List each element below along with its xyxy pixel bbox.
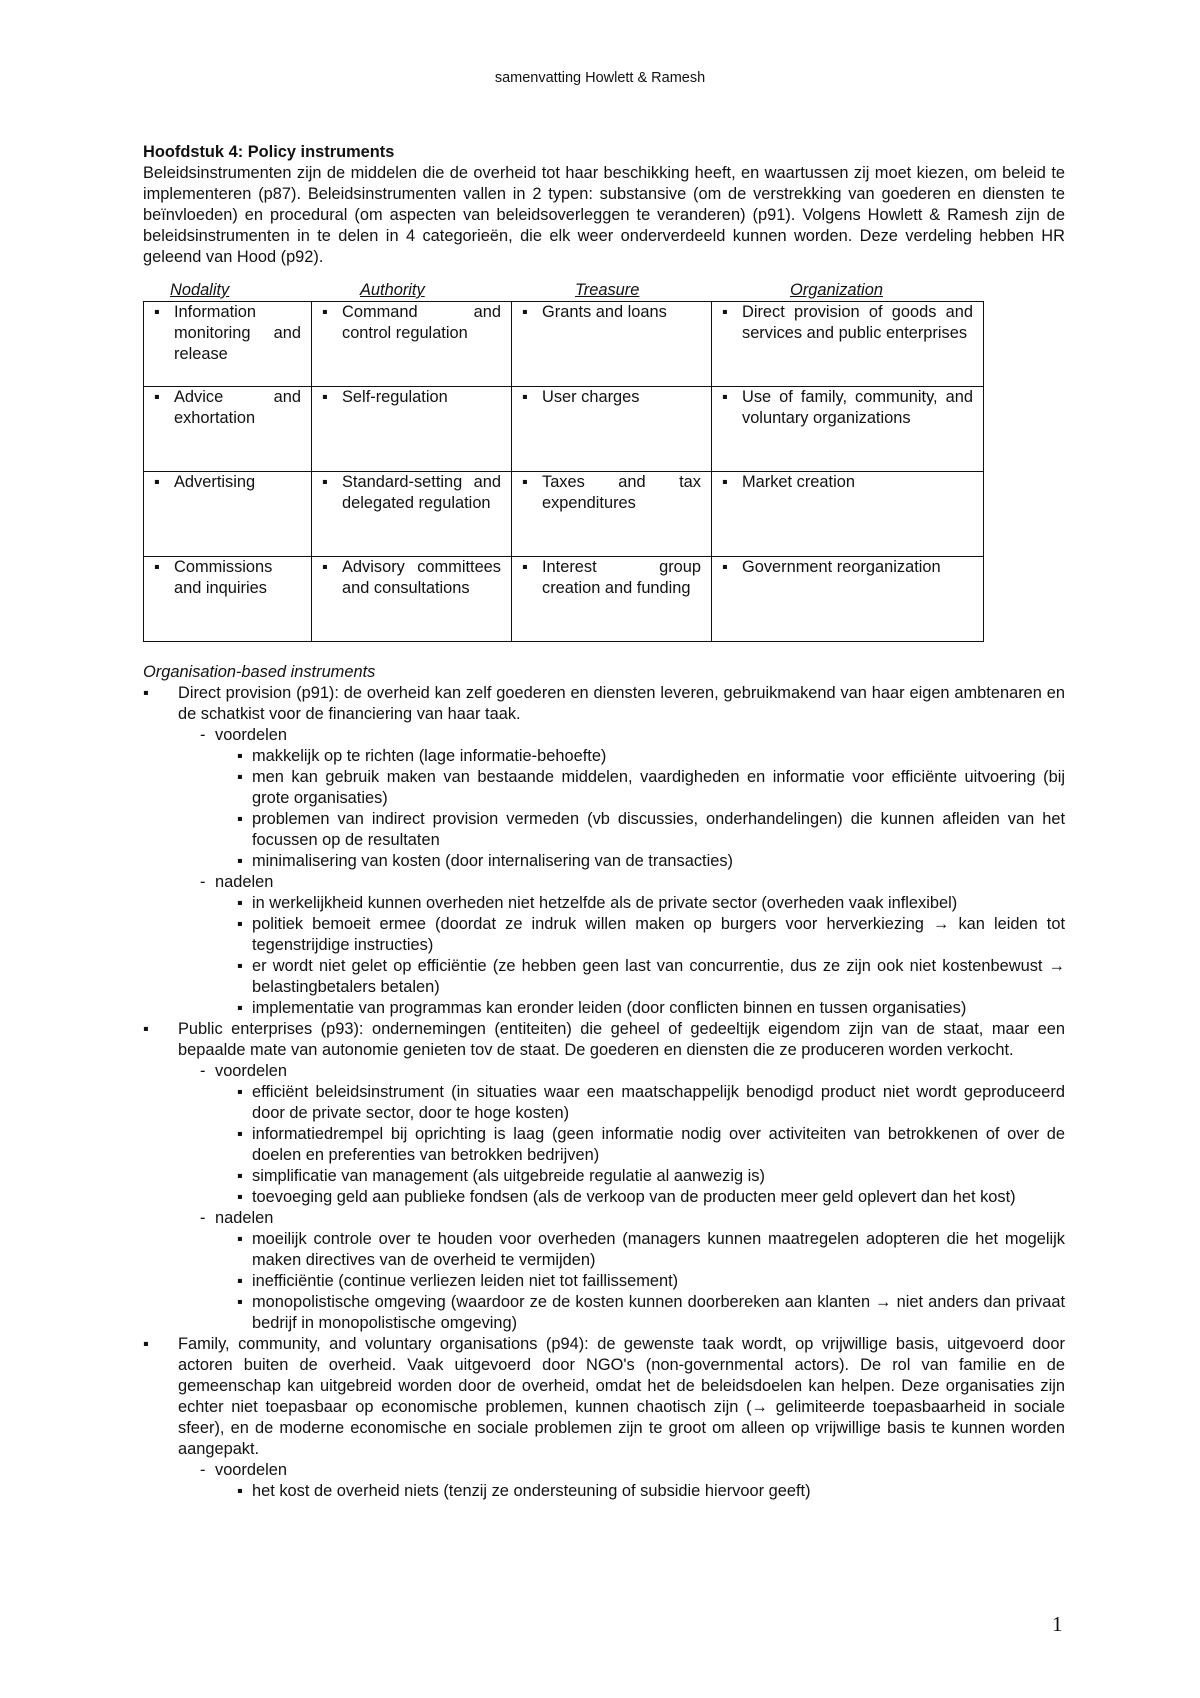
instruments-table bbox=[143, 301, 984, 642]
table-cell bbox=[712, 557, 984, 642]
bullet-icon: ▪ bbox=[237, 852, 243, 870]
table-cell bbox=[512, 387, 712, 472]
table-row bbox=[144, 302, 984, 387]
column-header: Authority bbox=[360, 281, 425, 299]
sublist-label: - nadelen bbox=[200, 873, 274, 891]
list-item: ▪ monopolistische omgeving (waardoor ze de kosten kunnen doorbereken aan klanten → niet anders dan privaat bedrijf in monopolistische omgeving) bbox=[237, 1293, 1065, 1332]
bullet-icon: ▪ bbox=[237, 1167, 243, 1185]
intro-paragraph: Beleidsinstrumenten zijn de middelen die de overheid tot haar beschikking heeft, en waartussen zij moet kiezen, om beleid te implementeren (p87). Beleidsinstrumenten vallen in 2 typen: substansive (om de verstrekking van goederen en diensten te beïnvloeden) en procedural (om aspecten van beleidsoverleggen te veranderen) (p91). Volgens Howlett & Ramesh zijn de beleidsinstrumenten in te delen in 4 categorieën, die elk weer onderverdeeld kunnen worden. Deze verdeling hebben HR geleend van Hood (p92). bbox=[143, 164, 1065, 266]
table-cell bbox=[712, 472, 984, 557]
bullet-icon: ▪ bbox=[722, 473, 728, 491]
bullet-icon: ▪ bbox=[237, 768, 243, 786]
list-item: ▪ er wordt niet gelet op efficiëntie (ze hebben geen last van concurrentie, dus ze zijn ook niet kostenbewust → belastingbetalers betalen) bbox=[237, 957, 1065, 996]
list-item: ▪ politiek bemoeit ermee (doordat ze indruk willen maken op burgers voor herverkiezing → kan leiden tot tegenstrijdige instructies) bbox=[237, 915, 1065, 954]
cell-text: Government reorganization bbox=[742, 558, 941, 576]
list-item: ▪ moeilijk controle over te houden voor overheden (managers kunnen maatregelen adopteren die het mogelijk maken directives van de overheid te vermijden) bbox=[237, 1230, 1065, 1269]
page-header: samenvatting Howlett & Ramesh bbox=[494, 70, 706, 86]
cell-text: Information monitoring and release bbox=[174, 303, 301, 363]
cell-text: Self-regulation bbox=[342, 388, 448, 406]
bullet-icon: ▪ bbox=[322, 558, 328, 576]
list-item: ▪ inefficiëntie (continue verliezen leiden niet tot faillissement) bbox=[237, 1272, 679, 1290]
bullet-icon: ▪ bbox=[322, 473, 328, 491]
column-header: Organization bbox=[790, 281, 883, 299]
cell-text: Use of family, community, and voluntary organizations bbox=[742, 388, 973, 427]
cell-text: Taxes and tax expenditures bbox=[542, 473, 701, 512]
table-row bbox=[144, 557, 984, 642]
bullet-icon: ▪ bbox=[322, 303, 328, 321]
bullet-icon: ▪ bbox=[143, 1020, 149, 1038]
bullet-icon: ▪ bbox=[237, 810, 243, 828]
dash-icon: - bbox=[200, 1209, 206, 1227]
bullet-icon: ▪ bbox=[154, 473, 160, 491]
bullet-icon: ▪ bbox=[237, 894, 243, 912]
bullet-icon: ▪ bbox=[522, 473, 528, 491]
cell-text: Advisory committees and consultations bbox=[342, 558, 501, 597]
sublist-label: - voordelen bbox=[200, 1461, 287, 1479]
cell-text: Standard-setting and delegated regulation bbox=[342, 473, 501, 512]
table-cell bbox=[512, 472, 712, 557]
bullet-icon: ▪ bbox=[522, 558, 528, 576]
bullet-icon: ▪ bbox=[522, 303, 528, 321]
page-number: 1 bbox=[1052, 1612, 1063, 1636]
bullet-icon: ▪ bbox=[237, 1083, 243, 1101]
cell-text: Interest group creation and funding bbox=[542, 558, 701, 597]
bullet-icon: ▪ bbox=[237, 747, 243, 765]
list-item: ▪ in werkelijkheid kunnen overheden niet hetzelfde als de private sector (overheden vaak inflexibel) bbox=[237, 894, 958, 912]
table-cell bbox=[512, 557, 712, 642]
table-cell bbox=[144, 302, 312, 387]
cell-text: Advice and exhortation bbox=[174, 388, 301, 427]
cell-text: Advertising bbox=[174, 473, 256, 491]
table-cell bbox=[312, 472, 512, 557]
column-header: Treasure bbox=[575, 281, 640, 299]
sublist-label: - voordelen bbox=[200, 1062, 287, 1080]
chapter-heading: Hoofdstuk 4: Policy instruments bbox=[143, 143, 395, 161]
bullet-icon: ▪ bbox=[237, 1293, 243, 1311]
dash-icon: - bbox=[200, 1062, 206, 1080]
list-item: ▪ het kost de overheid niets (tenzij ze ondersteuning of subsidie hiervoor geeft) bbox=[237, 1482, 811, 1500]
bullet-icon: ▪ bbox=[237, 1272, 243, 1290]
bullet-icon: ▪ bbox=[154, 558, 160, 576]
list-item: ▪ Direct provision (p91): de overheid kan zelf goederen en diensten leveren, gebruikmakend van haar eigen ambtenaren en de schatkist voor de financiering van haar taak. bbox=[143, 684, 1065, 723]
bullet-icon: ▪ bbox=[143, 1335, 149, 1353]
cell-text: Commissions and inquiries bbox=[174, 558, 273, 597]
table-cell bbox=[144, 557, 312, 642]
table-cell bbox=[144, 472, 312, 557]
table-cell bbox=[512, 302, 712, 387]
table-cell bbox=[312, 302, 512, 387]
sublist-label: - voordelen bbox=[200, 726, 287, 744]
list-item: ▪ makkelijk op te richten (lage informatie-behoefte) bbox=[237, 747, 607, 765]
table-cell bbox=[144, 387, 312, 472]
cell-text: Grants and loans bbox=[542, 303, 667, 321]
cell-text: Direct provision of goods and services and public enterprises bbox=[742, 303, 973, 342]
list-item: ▪ informatiedrempel bij oprichting is laag (geen informatie nodig over activiteiten van betrokkenen of over de doelen en preferenties van betrokken bedrijven) bbox=[237, 1125, 1065, 1164]
table-cell bbox=[712, 387, 984, 472]
dash-icon: - bbox=[200, 1461, 206, 1479]
cell-text: User charges bbox=[542, 388, 640, 406]
bullet-icon: ▪ bbox=[154, 388, 160, 406]
list-item: ▪ simplificatie van management (als uitgebreide regulatie al aanwezig is) bbox=[237, 1167, 765, 1185]
list-item: ▪ efficiënt beleidsinstrument (in situaties waar een maatschappelijk benodigd product niet wordt geproduceerd door de private sector, door te hoge kosten) bbox=[237, 1083, 1065, 1122]
list-item: ▪ minimalisering van kosten (door internalisering van de transacties) bbox=[237, 852, 734, 870]
table-cell bbox=[312, 557, 512, 642]
cell-text: Market creation bbox=[742, 473, 855, 491]
dash-icon: - bbox=[200, 873, 206, 891]
list-item: ▪ problemen van indirect provision vermeden (vb discussies, onderhandelingen) die kunnen afleiden van het focussen op de resultaten bbox=[237, 810, 1065, 849]
section-title: Organisation-based instruments bbox=[143, 663, 376, 681]
table-row bbox=[144, 472, 984, 557]
bullet-icon: ▪ bbox=[722, 558, 728, 576]
bullet-icon: ▪ bbox=[237, 915, 243, 933]
bullet-icon: ▪ bbox=[522, 388, 528, 406]
bullet-icon: ▪ bbox=[722, 303, 728, 321]
list-item: ▪ Public enterprises (p93): ondernemingen (entiteiten) die geheel of gedeeltijk eigendom zijn van de staat, maar een bepaalde mate van autonomie genieten tov de staat. De goederen en diensten die ze produceren worden verkocht. bbox=[143, 1020, 1065, 1059]
sublist-label: - nadelen bbox=[200, 1209, 274, 1227]
bullet-icon: ▪ bbox=[237, 999, 243, 1017]
column-header: Nodality bbox=[170, 281, 230, 299]
list-item: ▪ implementatie van programmas kan eronder leiden (door conflicten binnen en tussen organisaties) bbox=[237, 999, 967, 1017]
table-row bbox=[144, 387, 984, 472]
bullet-icon: ▪ bbox=[722, 388, 728, 406]
list-item: ▪ Family, community, and voluntary organisations (p94): de gewenste taak wordt, op vrijwillige basis, uitgevoerd door actoren buiten de overheid. Vaak uitgevoerd door NGO's (non-governmental actors). De rol van familie en de gemeenschap kan uitgebreid worden door de overheid, omdat het de beleidsdoelen kan helpen. Deze organisaties zijn echter niet toepasbaar op economische problemen, kunnen chaotisch zijn (→ gelimiteerde toepasbaarheid in sociale sfeer), en de moderne economische en sociale problemen zijn te groot om alleen op vrijwillige basis te kunnen worden aangepakt. bbox=[143, 1335, 1065, 1458]
cell-text: Command and control regulation bbox=[342, 303, 501, 342]
bullet-icon: ▪ bbox=[322, 388, 328, 406]
bullet-icon: ▪ bbox=[237, 957, 243, 975]
table-cell bbox=[712, 302, 984, 387]
bullet-icon: ▪ bbox=[237, 1230, 243, 1248]
table-cell bbox=[312, 387, 512, 472]
bullet-icon: ▪ bbox=[143, 684, 149, 702]
table-column-headers bbox=[143, 280, 1065, 301]
list-item: ▪ toevoeging geld aan publieke fondsen (als de verkoop van de producten meer geld oplevert dan het kost) bbox=[237, 1188, 1016, 1206]
bullet-icon: ▪ bbox=[237, 1125, 243, 1143]
bullet-icon: ▪ bbox=[237, 1482, 243, 1500]
bullet-icon: ▪ bbox=[154, 303, 160, 321]
document-body bbox=[143, 142, 1065, 1502]
bullet-icon: ▪ bbox=[237, 1188, 243, 1206]
list-item: ▪ men kan gebruik maken van bestaande middelen, vaardigheden en informatie voor efficiënte uitvoering (bij grote organisaties) bbox=[237, 768, 1065, 807]
dash-icon: - bbox=[200, 726, 206, 744]
